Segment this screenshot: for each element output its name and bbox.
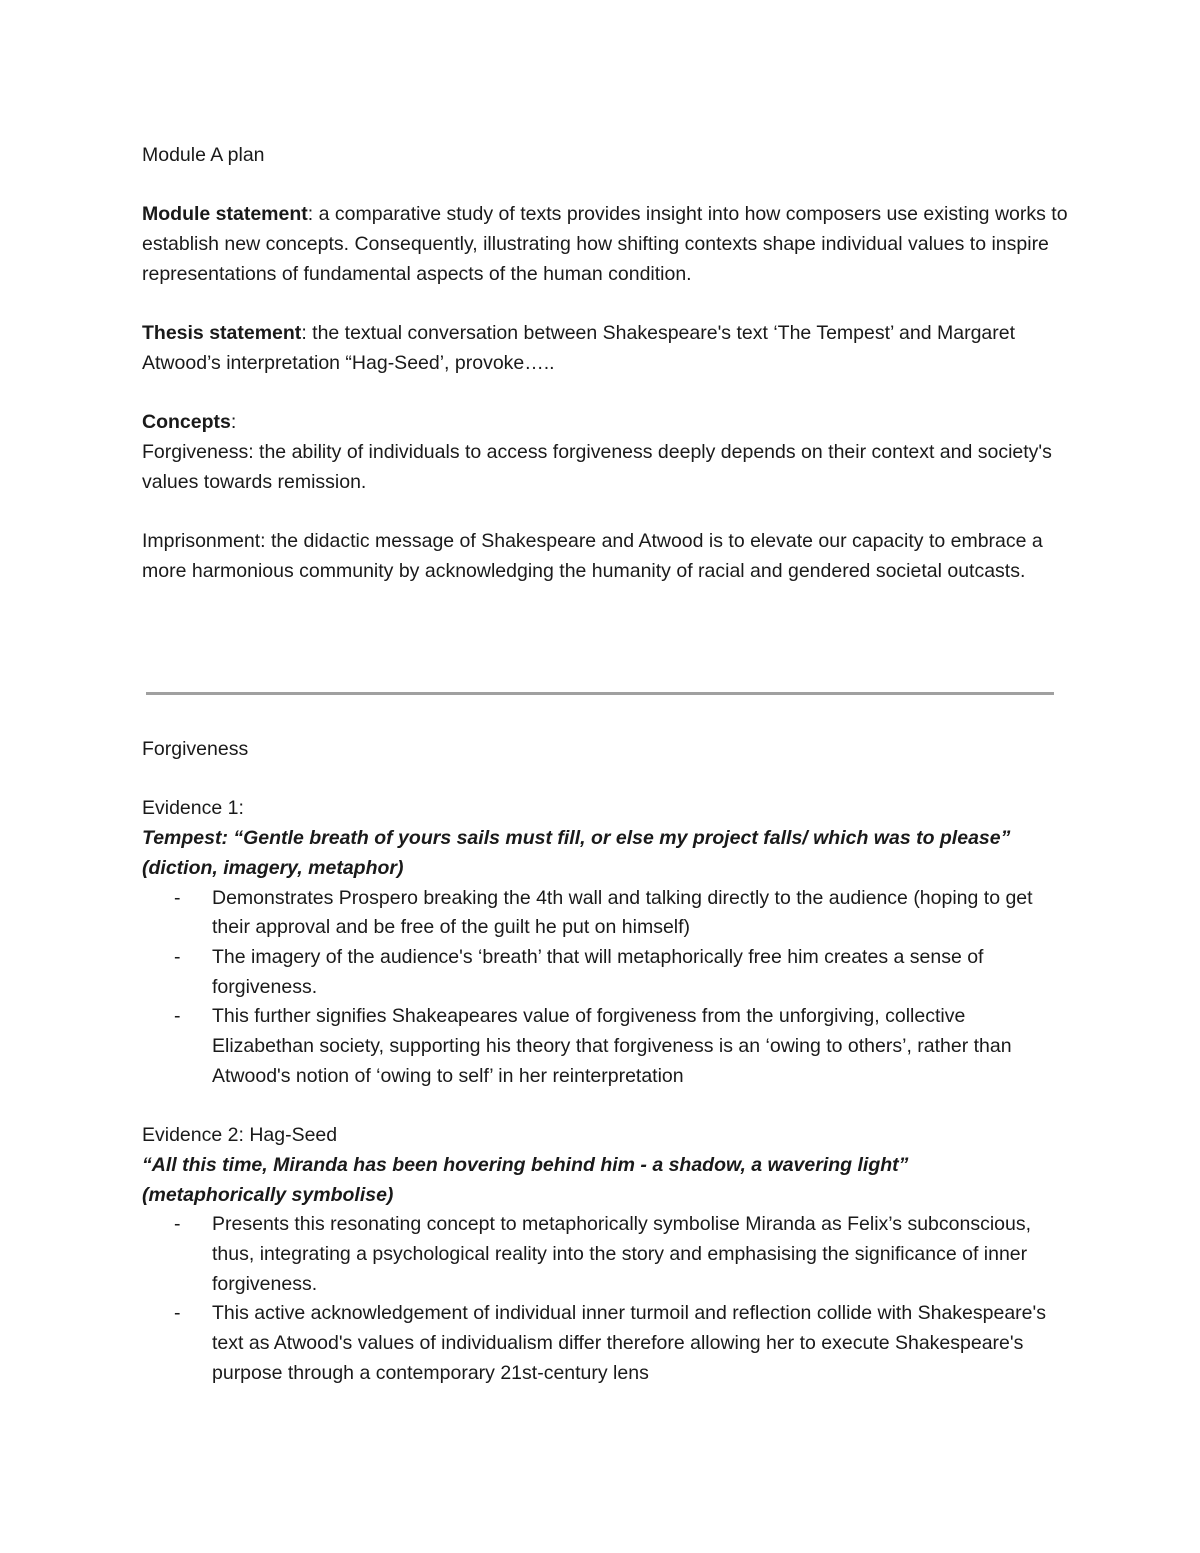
list-item-text: The imagery of the audience's ‘breath’ that will metaphorically free him creates a sense of forgiveness. — [212, 945, 984, 998]
list-item — [142, 1210, 1072, 1299]
list-item-text: Presents this resonating concept to metaphorically symbolise Miranda as Felix’s subconscious, thus, integrating a psychological reality into the story and emphasising the significance of inner forgiveness. — [212, 1213, 1032, 1295]
concepts-label: Concepts — [142, 411, 231, 434]
evidence-1-points — [142, 884, 1072, 1092]
module-statement-label: Module statement — [142, 203, 308, 226]
evidence-1-techniques: (diction, imagery, metaphor) — [142, 856, 404, 879]
forgiveness-section — [142, 735, 1072, 1388]
concepts-colon: : — [230, 411, 237, 434]
section-heading: Forgiveness — [142, 738, 249, 760]
list-item-text: This active acknowledgement of individual inner turmoil and reflection collide with Shakespeare's text as Atwood's values of individualism differ therefore allowing her to execute Shakespeare's purpose through a contemporary 21st-century lens — [212, 1302, 1046, 1384]
evidence-2-quote: “All this time, Miranda has been hovering behind him - a shadow, a wavering light” — [142, 1153, 909, 1176]
concept-forgiveness: Forgiveness: the ability of individuals to access forgiveness deeply depends on their context and society's values towards remission. — [142, 440, 1052, 493]
list-item — [142, 1002, 1072, 1091]
evidence-1-heading: Evidence 1: — [142, 797, 244, 820]
dash-bullet: - — [174, 1213, 181, 1236]
concept-imprisonment: Imprisonment: the didactic message of Shakespeare and Atwood is to elevate our capacity to embrace a more harmonious community by acknowledging the humanity of racial and gendered societal outcasts. — [142, 530, 1043, 582]
horizontal-divider — [146, 692, 1054, 695]
list-item — [142, 1299, 1072, 1388]
module-statement-paragraph — [142, 200, 1072, 289]
dash-bullet: - — [174, 1302, 181, 1325]
thesis-statement-paragraph — [142, 319, 1072, 378]
document-title: Module A plan — [142, 144, 265, 166]
evidence-2-points — [142, 1210, 1072, 1388]
dash-bullet: - — [174, 886, 181, 909]
dash-bullet: - — [174, 1005, 181, 1028]
module-statement-text: : a comparative study of texts provides insight into how composers use existing works to establish new concepts. Consequently, illustrating how shifting contexts shape individual values to inspire representations of fundamental aspects of the human condition. — [142, 203, 1068, 285]
list-item-text: Demonstrates Prospero breaking the 4th wall and talking directly to the audience (hoping to get their approval and be free of the guilt he put on himself) — [212, 886, 1033, 939]
plan-section — [142, 141, 1072, 586]
concepts-heading — [142, 408, 1072, 438]
list-item — [142, 884, 1072, 943]
dash-bullet: - — [174, 945, 181, 968]
evidence-2-techniques: (metaphorically symbolise) — [142, 1183, 394, 1206]
evidence-2-heading: Evidence 2: Hag-Seed — [142, 1124, 338, 1147]
evidence-1-quote: Tempest: “Gentle breath of yours sails must fill, or else my project falls/ which was to please” — [142, 827, 1011, 850]
thesis-statement-text: : the textual conversation between Shakespeare's text ‘The Tempest’ and Margaret Atwood’s interpretation “Hag-Seed’, provoke….. — [142, 322, 1016, 374]
thesis-statement-label: Thesis statement — [142, 322, 302, 345]
list-item — [142, 943, 1072, 1002]
list-item-text: This further signifies Shakeapeares value of forgiveness from the unforgiving, collective Elizabethan society, supporting his theory that forgiveness is an ‘owing to others’, rather than Atwood's notion of ‘owing to self’ in her reinterpretation — [212, 1005, 1012, 1087]
